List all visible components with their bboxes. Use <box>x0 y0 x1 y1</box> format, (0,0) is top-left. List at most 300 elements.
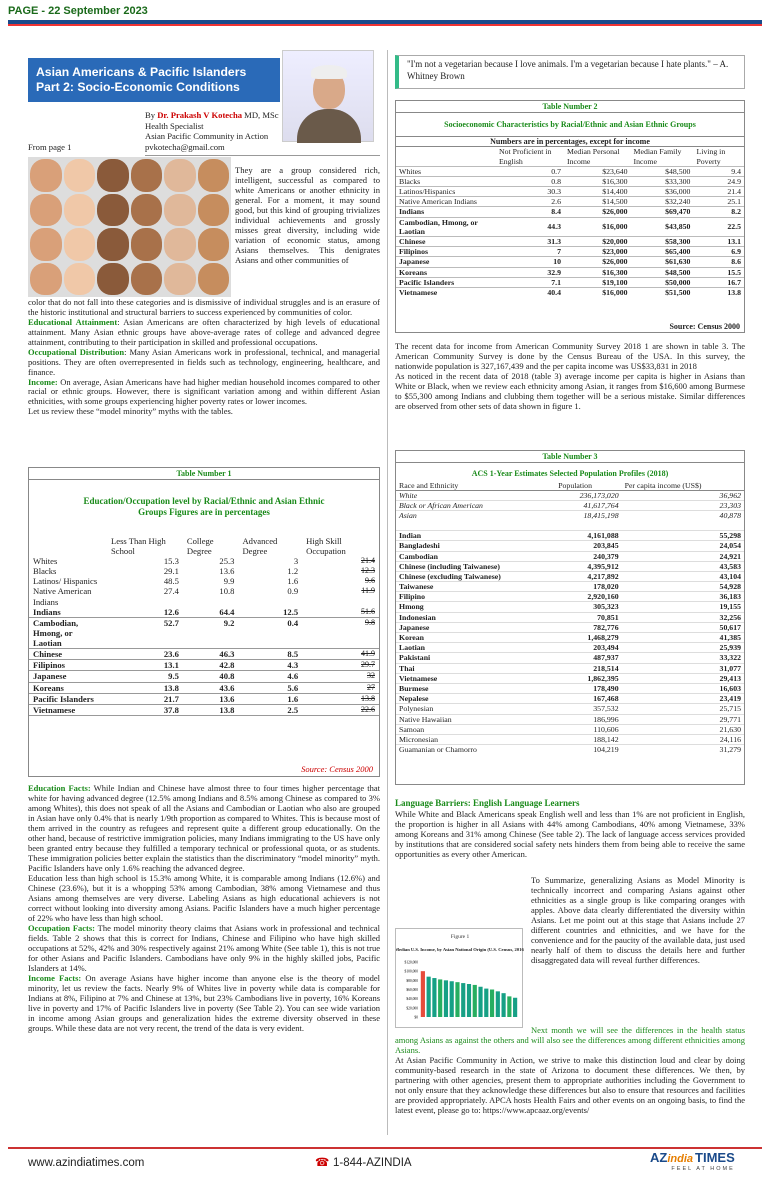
fig-title: Median U.S. Income, by Asian National Origin (U.S. Census, 2016) <box>396 947 524 952</box>
t3-row-label: Hmong <box>399 602 424 612</box>
t2-cell: 7.1 <box>551 277 562 287</box>
fact-head: Income Facts: <box>28 973 82 984</box>
t1-col-header: College Degree <box>186 535 214 556</box>
t3-cell: 18,415,198 <box>583 511 619 521</box>
t2-row-label: Vietnamese <box>399 287 438 297</box>
fact-text: While Indian and Chinese have almost three to four times higher percentage that white for having advanced degree (12.5% among Indians and 8.5% among Chinese as compared to 3% among Whites), this does not speak of all the Asians and Cambodian or Laotian who also are grouped in Asian have only 0.4% that is nearly 1/9th proportion as compared to Whites. This is because most of them arrived in the country as refugees and represent quite a different group educationally. On the other hand, because of restrictive immigration policies, many Indians immigrating to the US have only been granted entry because they fulfilled a temporary technical or professional quota, or as students. These immigration policies better explain the statistics than the discriminatory “model minority” myth. Pacific Islanders have only 1.6% reaching the advanced degree. <box>28 783 381 874</box>
bar <box>478 987 482 1017</box>
t1-cell: 9.2 <box>183 617 239 648</box>
table-row <box>396 633 744 643</box>
t3-cell: 55,298 <box>719 531 741 541</box>
t1-cell: 42.8 <box>183 660 239 671</box>
table-row <box>396 176 744 186</box>
t1-table <box>29 536 379 716</box>
t3-cell: 236,173,020 <box>579 491 619 501</box>
fact-para <box>28 923 380 973</box>
t2-sub: Numbers are in percentages, except for income <box>396 136 744 147</box>
t2-cell: $23,640 <box>602 166 628 176</box>
logo-az: AZ <box>650 1150 668 1165</box>
face-portrait <box>131 228 163 261</box>
t3-caption: ACS 1-Year Estimates Selected Population Profiles (2018) <box>471 469 669 479</box>
byline-by: By <box>145 110 158 120</box>
table-row <box>396 287 744 297</box>
t3-row-label: Indonesian <box>399 612 436 622</box>
table-row <box>396 247 744 257</box>
logo-times: TIMES <box>695 1150 735 1165</box>
t1-cell: 3 <box>293 555 299 566</box>
t2-cell: $16,300 <box>602 267 628 277</box>
column-divider <box>387 50 388 1135</box>
face-portrait <box>30 228 62 261</box>
t2-cell: 32.9 <box>547 267 562 277</box>
table-row <box>29 576 379 586</box>
table-row <box>29 704 379 715</box>
face-portrait <box>30 194 62 227</box>
face-portrait <box>198 194 230 227</box>
t3-cell: 104,219 <box>593 745 619 755</box>
t2-cell: $36,000 <box>665 187 691 197</box>
table-row <box>29 671 379 682</box>
t2-cell: 8.6 <box>731 257 741 267</box>
table-row <box>396 571 744 581</box>
t2-cell: $65,400 <box>665 247 691 257</box>
table-row <box>396 166 744 176</box>
t1-cell: 9.5 <box>107 671 183 682</box>
t3-row-label: Asian <box>399 511 417 521</box>
table-row <box>396 277 744 287</box>
fact-para <box>28 873 380 923</box>
table-row <box>396 551 744 561</box>
left-body <box>28 298 380 417</box>
t2-cell: 7 <box>557 247 562 257</box>
t1-cell: 13.6 <box>183 693 239 704</box>
table-row <box>396 602 744 612</box>
t3-cell: 203,494 <box>593 643 619 653</box>
t1-cell: 1.2 <box>287 566 299 577</box>
t3-cell: 36,962 <box>719 491 741 501</box>
apca-para: At Asian Pacific Community in Action, we strive to make this distinction loud and clear by doing community-based research in the state of Arizona to document these differences. We then, by partnering with other agencies, present them to appropriate authorities including the Government to not only ensure that they acknowledge these differences but also to ensure that resources and facilities are provided appropriately. APCA hosts Health Fairs and other events on an ongoing basis, to find the latest event, please go to: https://www.apcaaz.org/events/ <box>395 1055 745 1116</box>
lang-text: While White and Black Americans speak English well and less than 1% are not proficient in English, the proportion is higher in all Asians with 44% among Cambodians, 40% among Vietnamese, 33% among Koreans and 31% among Chinese (See table 2). The lack of language access services provided by institutions that are considered social safety nets hinders them from being able to receive the same opportunities as every other American. <box>395 808 745 859</box>
t3-row-label: White <box>399 491 418 501</box>
article-title <box>28 58 280 102</box>
t1-cell: 9.8 <box>302 617 379 648</box>
t1-row-label: Pacific Islanders <box>29 693 107 704</box>
t1-cell: 25.3 <box>219 555 235 566</box>
t3-cell: 24,921 <box>719 551 741 561</box>
t1-row-label: Japanese <box>29 671 107 682</box>
t3-cell: 40,878 <box>719 511 741 521</box>
intro-full: color that do not fall into these categories and is dismissive of individual struggles and is an erasure of the historic institutional and structural barriers to success experienced by communities of color. <box>28 297 380 317</box>
t1-cell: 4.3 <box>238 660 302 671</box>
t3-row-label: Vietnamese <box>399 673 438 683</box>
t3-cell: 31,077 <box>719 663 741 673</box>
face-portrait <box>97 263 129 296</box>
t1-cell: 40.8 <box>183 671 239 682</box>
t3-cell: 19,155 <box>719 602 741 612</box>
t2-cell: 2.6 <box>551 197 562 207</box>
t3-cell: 357,532 <box>593 704 619 714</box>
t1-caption: Education/Occupation level by Racial/Ethnic and Asian Ethnic Groups Figures are in percentages <box>83 496 325 518</box>
t3-row-label: Taiwanese <box>399 582 434 592</box>
face-portrait <box>97 194 129 227</box>
title-line-2: Part 2: Socio-Economic Conditions <box>36 80 240 95</box>
table-1 <box>28 467 380 777</box>
bar <box>432 978 436 1017</box>
footer-site[interactable]: www.azindiatimes.com <box>28 1157 145 1169</box>
logo-tagline: FEEL AT HOME <box>671 1165 735 1172</box>
t2-cell: 16.7 <box>727 277 741 287</box>
t1-cell: 21.7 <box>107 693 183 704</box>
t1-cell: 12.3 <box>361 566 375 576</box>
t1-cell: 12.6 <box>107 607 183 618</box>
t3-cell: 41,385 <box>719 633 741 642</box>
t3-cell: 2,920,160 <box>587 592 619 602</box>
t3-row-label: Pakistani <box>399 653 431 663</box>
author-role: Health Specialist <box>145 120 204 131</box>
t2-cell: $69,470 <box>665 207 691 217</box>
t3-row-label: Native Hawaiian <box>399 714 452 724</box>
t1-cell: 0.4 <box>238 617 302 648</box>
y-tick-label: $20,000 <box>406 1006 418 1011</box>
t1-cell: 23.6 <box>107 649 183 660</box>
bar <box>438 979 442 1017</box>
t1-cell: 13.8 <box>183 704 239 715</box>
t2-cell: $20,000 <box>602 237 628 246</box>
face-portrait <box>64 159 96 192</box>
author-org: Asian Pacific Community in Action <box>145 131 269 142</box>
faces-collage-image <box>28 157 231 297</box>
t3-cell: 4,161,088 <box>587 531 619 541</box>
t2-row-label: Cambodian, Hmong, or Laotian <box>399 217 478 236</box>
t1-row-label: Whites <box>33 555 58 566</box>
t1-row-label: Latinos/ Hispanics <box>33 576 98 587</box>
t1-col-header: Advanced Degree <box>242 535 278 556</box>
t2-cell: $32,240 <box>665 197 691 207</box>
t2-row-label: Filipinos <box>399 247 429 257</box>
table-row <box>396 592 744 602</box>
t1-cell: 27.4 <box>163 586 179 597</box>
t3-cell: 1,862,395 <box>587 673 619 683</box>
t2-cell: $51,500 <box>665 287 691 297</box>
t1-cell: 41.9 <box>302 649 379 660</box>
t2-col-header: Living in Poverty <box>696 147 726 166</box>
t3-row-label: Korean <box>399 633 424 642</box>
byline-rule <box>145 155 380 156</box>
t2-cell: $19,100 <box>602 277 628 287</box>
t1-cell: 13.8 <box>107 682 183 693</box>
p-noticed: As noticed in the recent data of 2018 (table 3) average income per capita is higher in Asians than White or Black, when we review each ethnicity among Asian, it ranges from $16,600 among Burmese to $55,300 among Indians and clubbing them together will be a serious mistake. Similar differences are observed from other sets of data shown in figure 1. <box>395 371 745 412</box>
table-row <box>396 704 744 714</box>
t3-cell: 110,606 <box>593 724 619 734</box>
review-line: Let us review these “model minority” myths with the tables. <box>28 406 233 417</box>
t2-source: Source: Census 2000 <box>669 321 740 331</box>
t1-cell: 1.6 <box>238 693 302 704</box>
t2-row-label: Japanese <box>399 257 430 267</box>
t3-cell: 23,419 <box>719 694 741 704</box>
t2-cell: 24.9 <box>727 176 741 186</box>
t3-row-label: Samoan <box>399 724 425 734</box>
t3-cell: 25,715 <box>719 704 741 714</box>
t1-cell: 43.6 <box>183 682 239 693</box>
t3-col-header: Population <box>555 481 621 491</box>
t3-cell: 218,514 <box>593 663 619 673</box>
t2-cell: $58,300 <box>665 237 691 246</box>
t1-cell: 52.7 <box>107 617 183 648</box>
t3-row-label: Bangladeshi <box>399 541 440 551</box>
t3-cell: 4,395,912 <box>587 561 619 571</box>
table-row <box>396 694 744 704</box>
t3-cell: 54,928 <box>719 582 741 592</box>
t3-row-label: Japanese <box>399 622 430 632</box>
face-portrait <box>64 194 96 227</box>
bar <box>496 991 500 1017</box>
table-row <box>396 622 744 632</box>
table-row <box>396 582 744 592</box>
t1-cell: 13.6 <box>219 566 235 577</box>
bar <box>507 996 511 1017</box>
page-header: PAGE - 22 September 2023 <box>8 5 148 17</box>
table-row <box>29 682 379 693</box>
face-portrait <box>164 159 196 192</box>
t2-cell: $61,630 <box>665 257 691 267</box>
table-row <box>396 612 744 622</box>
t3-cell: 178,020 <box>593 582 619 592</box>
t3-cell: 43,583 <box>719 561 741 571</box>
table-row <box>396 673 744 683</box>
t2-cell: 8.2 <box>731 207 741 217</box>
t3-cell: 70,851 <box>597 612 619 622</box>
table-row <box>396 217 744 236</box>
t1-row-label: Vietnamese <box>29 704 107 715</box>
t2-cell: 25.1 <box>727 197 741 207</box>
y-tick-label: $120,000 <box>404 960 418 965</box>
spacer-row <box>396 521 744 531</box>
t2-cell: 13.1 <box>727 237 741 246</box>
t3-row-label: Cambodian <box>399 551 438 561</box>
t2-cell: $26,000 <box>602 207 628 217</box>
t3-cell: 29,413 <box>719 673 741 683</box>
face-portrait <box>64 228 96 261</box>
table-row <box>29 607 379 618</box>
footer-phone[interactable]: 1-844-AZINDIA <box>333 1157 412 1169</box>
face-portrait <box>198 228 230 261</box>
t3-cell: 25,939 <box>719 643 741 653</box>
bar <box>455 982 459 1017</box>
t1-cell: 48.5 <box>163 576 179 587</box>
t3-cell: 31,279 <box>719 745 741 755</box>
author-name: Dr. Prakash V Kotecha <box>157 110 243 120</box>
t2-cell: 15.5 <box>727 267 741 277</box>
next-month: Next month we will see the differences in the health status among Asians as against the others and will also see the differences among different ethnicities among Asians. <box>395 1025 745 1056</box>
t1-cell: 32 <box>302 671 379 682</box>
t2-cell: $14,500 <box>602 197 628 207</box>
intro-right: They are a group considered rich, intelligent, successful as compared to white Americans or another ethnicity in general. For a moment, it may sound good, but this kind of grouping trivializes individual achievements and grossly misses great diversity, including wide variation of economic status, among Asians themselves. This denigrates Asians and other communities of <box>235 165 380 266</box>
t2-cell: 30.3 <box>547 187 562 197</box>
face-portrait <box>164 263 196 296</box>
table-row <box>396 714 744 724</box>
t3-cell: 24,116 <box>719 734 741 744</box>
y-tick-label: $40,000 <box>406 997 418 1002</box>
bar <box>427 977 431 1017</box>
t3-row-label: Guamanian or Chamorro <box>399 745 477 755</box>
t2-cell: $48,500 <box>665 166 691 176</box>
t2-cell: 8.4 <box>551 207 562 217</box>
t3-cell: 178,490 <box>593 683 619 693</box>
bar <box>513 998 517 1017</box>
t1-cell: 0.9 <box>287 586 299 597</box>
closing <box>395 1025 745 1115</box>
t1-cell: 64.4 <box>183 607 239 618</box>
t3-cell: 203,845 <box>593 541 619 551</box>
fact-text: On average Asians have higher income than anyone else is the theory of model minority, let us review the facts. Nearly 9% of Whites live in poverty while data is comparable for Indians at 8%, Filipino at 7% and Chinese at 13%, but 23% Cambodians live in poverty, 16% Koreans live in poverty and 17% of Pacific Islanders live in poverty (See Table 2). You can see wide variation in income among Asian groups and generalization hides the extreme diversity observed in these groups. While these data are not very recent, the trend of the data is very evident. <box>28 973 380 1034</box>
t2-cell: $50,000 <box>665 277 691 287</box>
t1-cell: 5.6 <box>238 682 302 693</box>
t2-col-header: Median Personal Income <box>567 147 620 166</box>
table-row <box>396 683 744 693</box>
t1-cell: 9.9 <box>223 576 235 587</box>
t1-cell: 22.6 <box>302 704 379 715</box>
t1-col-header: Less Than High School <box>111 535 166 556</box>
t3-cell: 240,379 <box>593 551 619 561</box>
t2-cell: $26,000 <box>602 257 628 267</box>
t3-cell: 23,303 <box>719 501 741 511</box>
t1-cell: 11.9 <box>361 586 375 596</box>
lang-section <box>395 798 745 859</box>
t3-cell: 41,617,764 <box>583 501 619 511</box>
table-row <box>396 511 744 521</box>
footer-logo <box>650 1150 735 1172</box>
bar <box>467 984 471 1017</box>
edu-para <box>28 318 380 348</box>
t1-cell: 9.6 <box>365 576 375 586</box>
table-row <box>29 566 379 576</box>
edu-head: Educational Attainment <box>28 316 118 327</box>
bar <box>461 983 465 1017</box>
table-row <box>396 531 744 541</box>
t3-row-label: Nepalese <box>399 694 429 704</box>
t2-col-header: Not Proficient in English <box>499 147 552 166</box>
table-row <box>396 501 744 511</box>
table-row <box>396 237 744 247</box>
t1-row-label: Koreans <box>29 682 107 693</box>
fact-head: Occupation Facts: <box>28 923 96 934</box>
t2-table <box>396 147 744 297</box>
face-portrait <box>131 159 163 192</box>
face-portrait <box>164 228 196 261</box>
face-portrait <box>97 228 129 261</box>
table-row <box>396 745 744 755</box>
table-row <box>396 197 744 207</box>
figure-1-chart <box>395 928 523 1028</box>
y-tick-label: $0 <box>414 1015 418 1020</box>
t2-col-header: Median Family Income <box>633 147 682 166</box>
t1-cell: 29.1 <box>163 566 179 577</box>
t2-cell: $14,400 <box>602 187 628 197</box>
t3-row-label: Chinese (including Taiwanese) <box>399 561 500 571</box>
t1-cell: 37.8 <box>107 704 183 715</box>
t3-cell: 4,217,892 <box>587 571 619 581</box>
t2-row-label: Whites <box>399 166 422 176</box>
t2-cell: 44.3 <box>547 222 562 232</box>
t2-cell: $16,300 <box>602 176 628 186</box>
t1-row-label: Filipinos <box>29 660 107 671</box>
edu-text: : Asian Americans are often characterized by high levels of educational attainment. Many Asian ethnic groups have above-average rates of college and advanced degree attainment, contributing to their participation in skilled and professional occupations. <box>28 316 380 347</box>
fact-head: Education Facts: <box>28 783 91 793</box>
t3-table <box>396 481 744 754</box>
bar <box>473 985 477 1017</box>
t1-cell: 12.5 <box>238 607 302 618</box>
face-portrait <box>198 159 230 192</box>
table-row <box>396 267 744 277</box>
t3-row-label: Filipino <box>399 592 425 602</box>
t2-row-label: Pacific Islanders <box>399 277 455 287</box>
t3-cell: 188,142 <box>593 734 619 744</box>
footer-rule <box>8 1147 762 1149</box>
t3-cell: 305,323 <box>593 602 619 612</box>
right-para <box>395 341 745 411</box>
table-row <box>396 734 744 744</box>
t1-col-header: High Skill Occupation <box>306 535 346 556</box>
t2-cell: 0.7 <box>551 166 562 176</box>
t2-cell: $48,500 <box>665 267 691 277</box>
t1-row-label: Blacks <box>33 566 57 577</box>
t2-row-label: Native American Indians <box>399 197 477 207</box>
t3-row-label: Micronesian <box>399 734 438 744</box>
author-email[interactable]: pvkotecha@gmail.com <box>145 141 225 152</box>
t3-cell: 43,104 <box>719 571 741 581</box>
t1-cell: 21.4 <box>361 555 375 565</box>
t3-cell: 21,630 <box>719 724 741 734</box>
t1-cell: 2.5 <box>238 704 302 715</box>
t3-row-label: Indian <box>399 531 422 541</box>
t3-cell: 36,183 <box>719 592 741 602</box>
table-row <box>29 617 379 648</box>
y-tick-label: $60,000 <box>406 988 418 992</box>
t1-row-label: Native American Indians <box>33 586 92 607</box>
table-row <box>396 561 744 571</box>
t2-row-label: Koreans <box>399 267 428 277</box>
bar <box>490 990 494 1018</box>
lang-head: Language Barriers: English Language Learners <box>395 798 580 808</box>
t1-cell: 15.3 <box>163 555 179 566</box>
table-2 <box>395 100 745 333</box>
t2-cell: $23,000 <box>602 247 628 257</box>
fact-text: Education less than high school is 15.3% among White, it is comparable among Indians (12.6%) and Chinese (23.6%), but it is a whopping 53% among Cambodian, 38% among Vietnamese and thus Asians among themselves are very diverse. Labeling Asians as high educational achievers is not correct without looking into diversity among Asians. Pacific Islanders have a much higher percentage of 22% who have less than high school. <box>28 873 380 924</box>
table-row <box>396 663 744 673</box>
inc-text: On average, Asian Americans have had higher median household incomes compared to other racial or ethnic groups. However, there is significant variation among and within different Asian ethnicities, with some groups experiencing higher poverty rates or lower incomes. <box>28 376 380 407</box>
t3-cell: 167,468 <box>593 694 619 704</box>
t2-row-label: Indians <box>399 207 425 217</box>
table-row <box>396 653 744 663</box>
t1-cell: 29.7 <box>302 660 379 671</box>
t3-cell: 16,603 <box>719 683 741 693</box>
header-rule <box>8 20 762 26</box>
table-row <box>29 660 379 671</box>
table-row <box>396 207 744 217</box>
table-row <box>396 643 744 653</box>
inc-para <box>28 378 380 408</box>
occ-head: Occupational Distribution <box>28 346 125 357</box>
byline <box>145 110 279 153</box>
summary: To Summarize, generalizing Asians as Model Minority is technically incorrect and comparing Asians against other ethnicities as a single group is like comparing oranges with apples. Above data clearly differentiated the diversity within Asians. Let me point out at this stage that Asians include 27 different countries and ethnicities, and we have for the convenience and for the paucity of the available data, just used nearly half of them to discuss the details here and further disaggregated data will reveal further differences. <box>531 875 745 966</box>
t1-cell: 51.6 <box>302 607 379 618</box>
t1-cell: 10.8 <box>219 586 235 597</box>
t2-cell: 40.4 <box>547 287 562 297</box>
bar <box>421 971 425 1017</box>
t1-source: Source: Census 2000 <box>301 763 373 774</box>
t3-row-label: Black or African American <box>399 501 483 511</box>
t1-cell: 27 <box>302 682 379 693</box>
